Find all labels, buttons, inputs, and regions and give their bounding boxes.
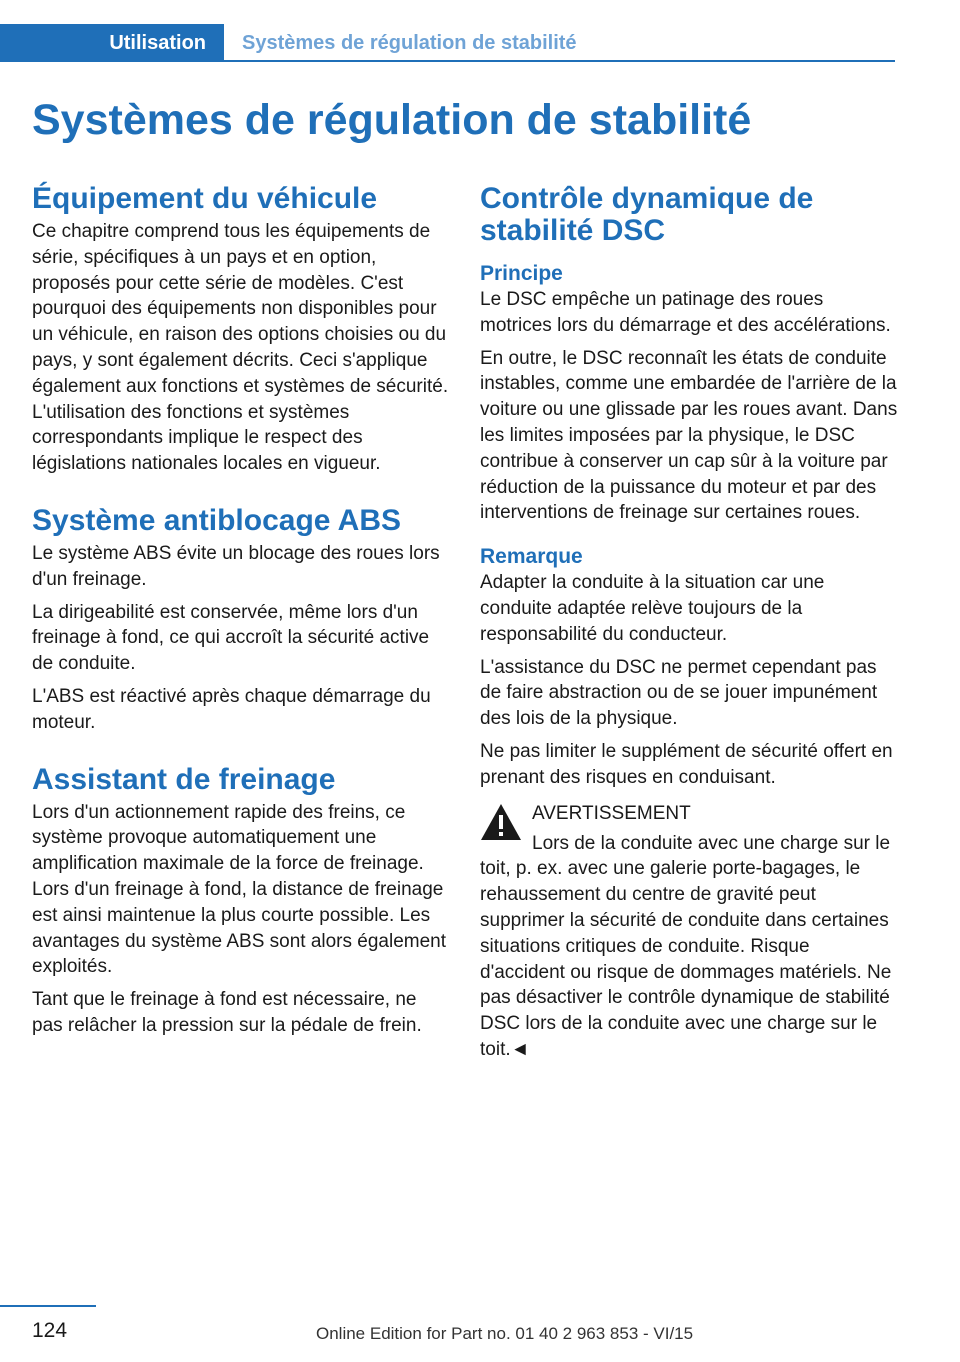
heading-principle: Principe — [480, 262, 563, 285]
header-tab-utilisation[interactable]: Utilisation — [0, 24, 224, 62]
heading-dsc: Contrôle dynamique de stabilité DSC — [480, 182, 814, 247]
heading-abs: Système antiblocage ABS — [32, 503, 402, 537]
section-abs — [32, 505, 452, 736]
remark-paragraph-2: L'assistance du DSC ne permet cependant pas de faire abstraction ou de se jouer impunément des lois de la physique. — [480, 656, 878, 730]
abs-paragraph-2: La dirigeabilité est conservée, même lors d'un freinage à fond, ce qui accroît la sécurité active de conduite. — [32, 601, 430, 675]
principle-paragraph-1: Le DSC empêche un patinage des roues motrices lors du démarrage et des accélérations. — [480, 289, 891, 336]
abs-paragraph-1: Le système ABS évite un blocage des roues lors d'un freinage. — [32, 542, 440, 590]
footer-rule — [0, 1305, 96, 1307]
abs-paragraph-3: L'ABS est réactivé après chaque démarrage du moteur. — [32, 685, 431, 733]
warning-title: AVERTISSEMENT — [532, 802, 691, 824]
brake-assist-paragraph-1: Lors d'un actionnement rapide des freins, ce système provoque automatiquement une amplification maximale de la force de freinage. Lors d'un freinage à fond, la distance de freinage est ainsi maintenue la plus courte possible. Les avantages du système ABS sont alors également exploités. — [32, 801, 447, 978]
heading-equipment: Équipement du véhicule — [32, 182, 378, 215]
section-equipment — [32, 183, 452, 477]
left-column — [32, 183, 452, 1067]
principle-paragraph-2: En outre, le DSC reconnaît les états de conduite instables, comme une embardée de l'arrière de la voiture ou une glissade par les roues avant. Dans les limites imposées par la physique, le DSC contribue à conserver un cap sûr à la voiture par réduction de la puissance du moteur et par des interventions de freinage sur certaines roues. — [480, 347, 898, 524]
heading-brake-assist: Assistant de freinage — [32, 762, 336, 796]
brake-assist-paragraph-2: Tant que le freinage à fond est nécessaire, ne pas relâcher la pression sur la pédale de frein. — [32, 989, 422, 1036]
breadcrumb[interactable]: Systèmes de régulation de stabilité — [242, 32, 577, 54]
section-brake-assist — [32, 764, 452, 1039]
page-title: Systèmes de régulation de stabilité — [32, 96, 752, 144]
heading-remark: Remarque — [480, 545, 583, 569]
warning-triangle-icon — [480, 803, 522, 841]
right-column — [480, 183, 898, 1063]
remark-paragraph-1: Adapter la conduite à la situation car une conduite adaptée relève toujours de la responsabilité du conducteur. — [480, 572, 825, 645]
warning-box — [480, 799, 898, 1063]
page-number: 124 — [32, 1319, 68, 1342]
equipment-text: Ce chapitre comprend tous les équipements de série, spécifiques à un pays et en option, proposés pour cette série de modèles. C'est pourquoi des équipements non disponibles pour un véhicule, en raison des options choisies ou du pays, y sont également décrits. Ceci s'applique également aux fonctions et systèmes de sécurité. L'utilisation des fonctions et systèmes correspondants implique le respect des législations nationales locales en vigueur. — [32, 221, 449, 475]
header-bar — [0, 24, 895, 62]
remark-paragraph-3: Ne pas limiter le supplément de sécurité offert en prenant des risques en conduisant. — [480, 740, 893, 788]
warning-text: Lors de la conduite avec une charge sur le toit, p. ex. avec une galerie porte-bagages, le rehaussement du centre de gravité peut supprimer la sécurité de conduite dans certaines situations critiques de conduite. Risque d'accident ou risque de dommages matériels. Ne pas désactiver le contrôle dynamique de stabilité DSC lors de la conduite avec une charge sur le toit.◄ — [480, 832, 892, 1060]
footer-edition: Online Edition for Part no. 01 40 2 963 853 - VI/15 — [316, 1324, 694, 1343]
